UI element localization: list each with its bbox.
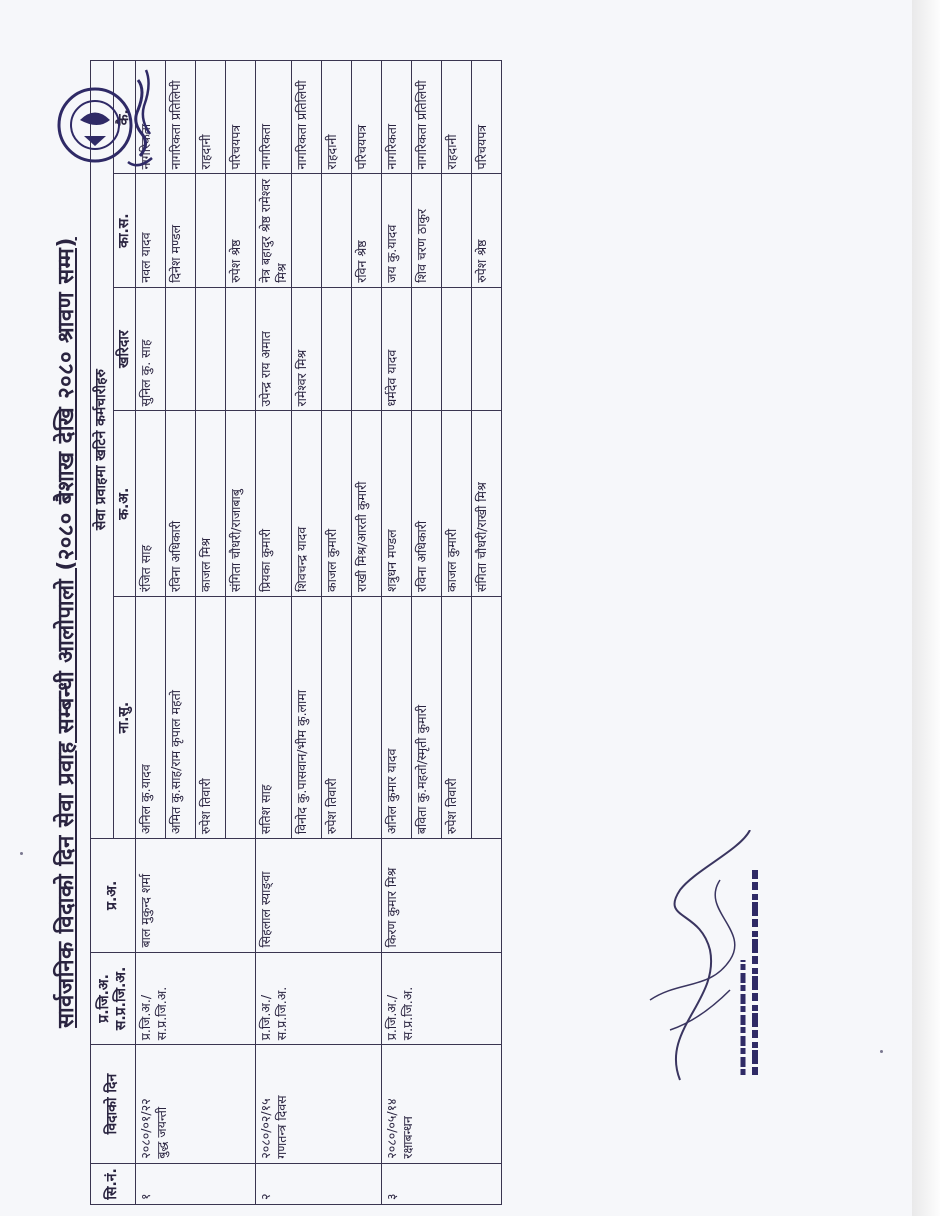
- cell-khar: [226, 287, 256, 411]
- cell-nasu: अनिल कुमार यादव: [382, 596, 412, 838]
- signature-and-stamp: [640, 830, 810, 1090]
- cell-holiday: [136, 1045, 256, 1164]
- speck: [880, 1050, 883, 1053]
- cell-rank: प्र.जि.अ./ स.प्र.जि.अ.: [256, 952, 382, 1045]
- cell-khar: रामेश्वर मिश्र: [292, 287, 322, 411]
- cell-nasu: [226, 596, 256, 838]
- header-nasu: ना.सु.: [113, 596, 136, 838]
- cell-khar: [472, 287, 502, 411]
- cell-nasu: रुपेश तिवारी: [196, 596, 226, 838]
- cell-nasu: [352, 596, 382, 838]
- cell-kas: [442, 174, 472, 287]
- cell-nasu: अनिल कु.यादव: [136, 596, 166, 838]
- holiday-name: रक्षाबन्धन: [399, 1116, 415, 1159]
- cell-kaa: रविना अधिकारी: [166, 411, 196, 597]
- cell-kas: दिनेश मण्डल: [166, 174, 196, 287]
- holiday-date: २०८०/०१/२२: [138, 1098, 153, 1159]
- cell-holiday: [382, 1045, 502, 1164]
- cell-sn: ३: [382, 1163, 502, 1204]
- cell-kai: राहदानी: [322, 61, 352, 174]
- holiday-date: २०८०/०२/१५: [258, 1098, 273, 1159]
- cell-khar: [322, 287, 352, 411]
- cell-nasu: रुपेश तिवारी: [442, 596, 472, 838]
- cell-kaa: राखी मिश्र/आरती कुमारी: [352, 411, 382, 597]
- header-pra: प्र.अ.: [91, 839, 136, 952]
- cell-kai: परिचयपत्र: [226, 61, 256, 174]
- header-holiday: विदाको दिन: [91, 1045, 136, 1164]
- cell-kaa: काजल मिश्र: [196, 411, 226, 597]
- cell-kaa: संगिता चौधरी/राजाबाबु: [226, 411, 256, 597]
- cell-khar: [196, 287, 226, 411]
- cell-kai: नागरिकता: [136, 61, 166, 174]
- cell-holiday: [256, 1045, 382, 1164]
- header-staff-group: सेवा प्रवाहमा खटिने कर्मचारीहरु: [91, 61, 114, 839]
- holiday-date: २०८०/०५/१४: [384, 1098, 400, 1159]
- cell-khar: उपेन्द्र राय अमात: [256, 287, 292, 411]
- cell-kai: नागरिकता: [256, 61, 292, 174]
- cell-kaa: प्रियका कुमारी: [256, 411, 292, 597]
- cell-khar: धर्मदेव यादव: [382, 287, 412, 411]
- cell-kai: नागरिकता प्रतिलिपी: [292, 61, 322, 174]
- cell-nasu: बविता कु.महतो/स्मृती कुमारी: [412, 596, 442, 838]
- header-rank: प्र.जि.अ. स.प्र.जि.अ.: [91, 952, 136, 1045]
- cell-khar: [412, 287, 442, 411]
- rotated-document: [50, 60, 620, 1205]
- duty-roster-table: [90, 60, 502, 1205]
- cell-kaa: रंजित साह: [136, 411, 166, 597]
- cell-khar: [166, 287, 196, 411]
- table-row: [382, 61, 412, 1205]
- cell-kas: [292, 174, 322, 287]
- holiday-name: बुद्ध जयन्ती: [153, 1106, 169, 1159]
- cell-kas: रुपेश श्रेष्ठ: [472, 174, 502, 287]
- cell-sn: २: [256, 1163, 382, 1204]
- cell-kaa: शत्रुधन मण्डल: [382, 411, 412, 597]
- cell-kai: नागरिकता प्रतिलिपी: [412, 61, 442, 174]
- header-sn: सि.नं.: [91, 1163, 136, 1204]
- cell-pra: किरण कुमार मिश्र: [382, 839, 502, 952]
- cell-kaa: संगिता चौधरी/राखी मिश्र: [472, 411, 502, 597]
- cell-khar: [442, 287, 472, 411]
- header-khar: खरिदार: [113, 287, 136, 411]
- cell-kai: परिचयपत्र: [352, 61, 382, 174]
- cell-rank: प्र.जि.अ./ स.प्र.जि.अ.: [382, 952, 502, 1045]
- cell-kas: रुपेश श्रेष्ठ: [226, 174, 256, 287]
- page-edge: [912, 0, 940, 1216]
- cell-kaa: रविना अधिकारी: [412, 411, 442, 597]
- cell-pra: सिहलाल स्याङ्वा: [256, 839, 382, 952]
- cell-kaa: काजल कुमारी: [322, 411, 352, 597]
- header-kai: कै.: [113, 61, 136, 174]
- cell-kai: राहदानी: [196, 61, 226, 174]
- cell-nasu: [472, 596, 502, 838]
- cell-nasu: रुपेश तिवारी: [322, 596, 352, 838]
- cell-kai: राहदानी: [442, 61, 472, 174]
- cell-sn: १: [136, 1163, 256, 1204]
- header-kas: का.स.: [113, 174, 136, 287]
- cell-khar: सुनिल कु. साह: [136, 287, 166, 411]
- cell-kaa: शिवचन्द्र यादव: [292, 411, 322, 597]
- cell-kas: [322, 174, 352, 287]
- cell-nasu: विनोद कु.पासवान/भीम कु.लामा: [292, 596, 322, 838]
- cell-kas: नेत्र बहादुर श्रेष्ठ रामेश्वर मिश्र: [256, 174, 292, 287]
- roster-body: [136, 61, 502, 1205]
- header-kaa: क.अ.: [113, 411, 136, 597]
- document-title: सार्वजनिक विदाको दिन सेवा प्रवाह सम्बन्धी आलोपालो (२०८० बैशाख देखि २०८० श्रावण सम्म): [54, 237, 79, 1028]
- cell-nasu: सतिश साह: [256, 596, 292, 838]
- cell-kai: नागरिकता: [382, 61, 412, 174]
- cell-kaa: काजल कुमारी: [442, 411, 472, 597]
- holiday-name: गणतन्त्र दिवस: [273, 1095, 289, 1159]
- district-seal-stamp: [20, 50, 170, 200]
- cell-kai: नागरिकता प्रतिलिपी: [166, 61, 196, 174]
- cell-kas: [196, 174, 226, 287]
- cell-kas: जय कु.यादव: [382, 174, 412, 287]
- cell-kas: नवल यादव: [136, 174, 166, 287]
- cell-rank: प्र.जि.अ./ स.प्र.जि.अ.: [136, 952, 256, 1045]
- table-row: [256, 61, 292, 1205]
- cell-kai: परिचयपत्र: [472, 61, 502, 174]
- cell-pra: बाल मुकुन्द शर्मा: [136, 839, 256, 952]
- speck: [20, 852, 23, 855]
- table-row: [136, 61, 166, 1205]
- cell-kas: रविन श्रेष्ठ: [352, 174, 382, 287]
- cell-kas: शिव चरण ठाकुर: [412, 174, 442, 287]
- cell-khar: [352, 287, 382, 411]
- cell-nasu: अमित कु.साह/राम कृपाल महतो: [166, 596, 196, 838]
